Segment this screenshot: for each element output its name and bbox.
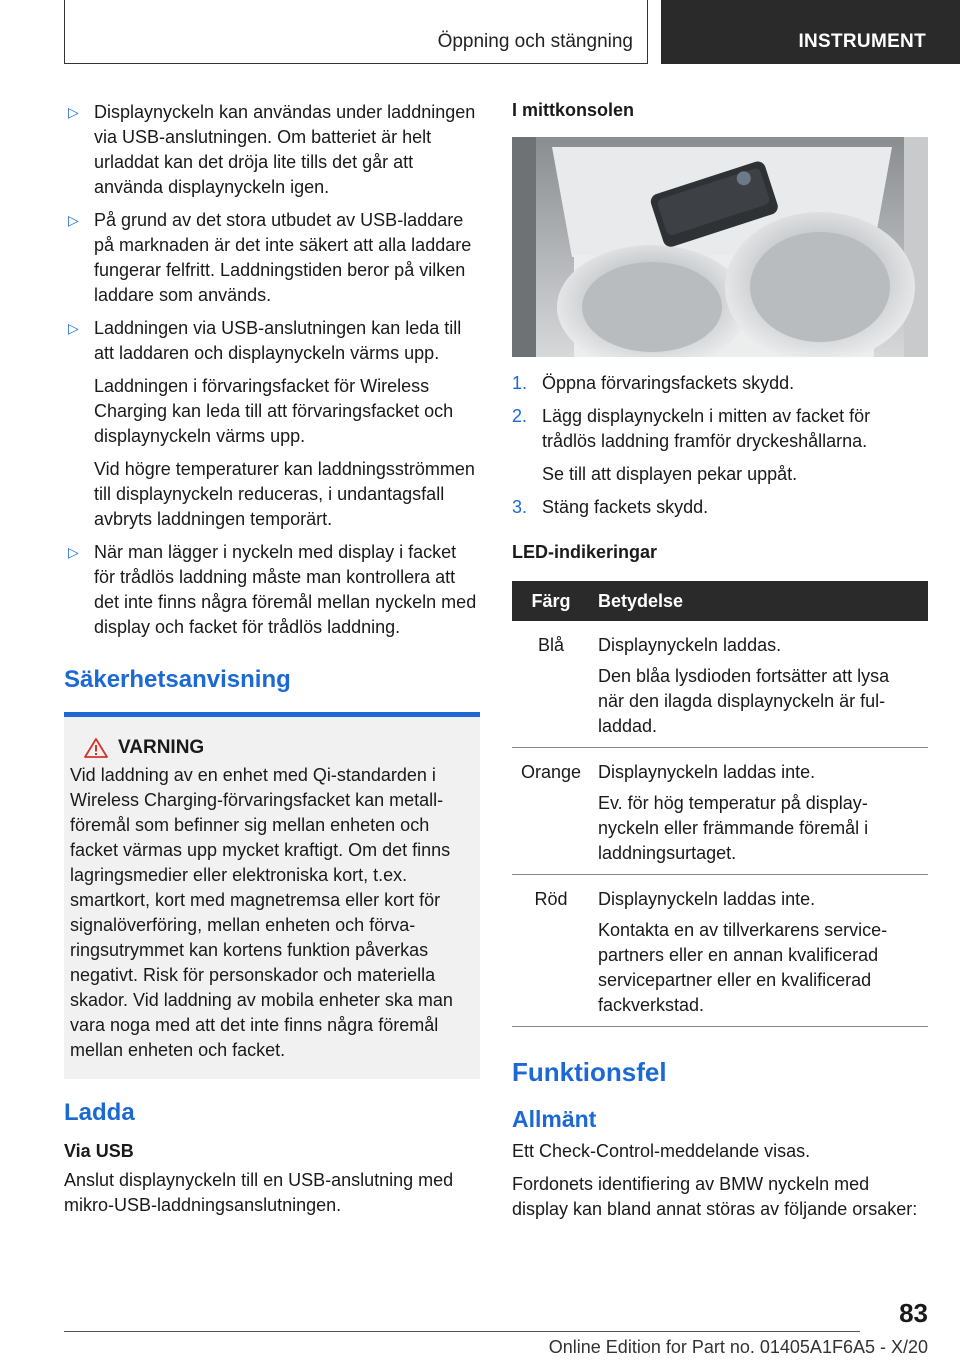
table-header-row [512, 581, 928, 621]
step-item: 1. Öppna förvaringsfackets skydd. [512, 373, 795, 393]
table-cell-color: Röd [512, 875, 590, 1027]
triangle-right-icon: ▷ [68, 104, 79, 120]
table-header-color: Färg [512, 581, 590, 621]
triangle-right-icon: ▷ [68, 320, 79, 336]
bullet-item: ▷ Displaynyckeln kan användas under laddningen via USB-anslutningen. Om batteriet är helt urladdat kan det dröja lite tills det går att använda displaynyckeln igen. [68, 102, 476, 197]
general-heading: Allmänt [512, 1106, 597, 1132]
warning-body: Vid laddning av en enhet med Qi-standarden i Wireless Charging-förvaringsfacket kan metallföremål som befinner sig mellan enheten och facket värmas upp mycket kraftigt. Om det finns lagringsmedier eller elektroniska kort, t.ex. smartkort, kort med magnetremsa eller kort för signalöverföring, mellan enheten och förvaringsutrymmet kan kortens funktion påverkas negativt. Risk för personskador och materiella skador. Vid laddning av mobila enheter ska man vara noga med att det inte finns några föremål mellan enheten och facket. [70, 765, 453, 1060]
safety-heading: Säkerhetsanvisning [64, 666, 291, 693]
right-column [512, 100, 928, 1230]
warning-triangle-icon [84, 738, 108, 758]
led-heading: LED-indikeringar [512, 542, 658, 562]
triangle-right-icon: ▷ [68, 212, 79, 228]
page-number: 83 [899, 1298, 928, 1328]
footer-divider [64, 1331, 860, 1332]
general-paragraph: Fordonets identifiering av BMW nyckeln med display kan bland annat störas av följande orsaker: [512, 1174, 918, 1219]
table-cell-color: Orange [512, 748, 590, 875]
warning-title: VARNING [84, 737, 474, 759]
bullet-item: ▷ Laddningen via USB-anslutningen kan leda till att laddaren och displaynyckeln värms upp. [68, 318, 462, 363]
table-row [512, 875, 928, 1027]
led-table [512, 581, 928, 1027]
console-heading: I mittkonsolen [512, 100, 635, 120]
bullet-subparagraph: Laddningen i förvaringsfacket för Wireless Charging kan leda till att förvaringsfacket och displaynyckeln värms upp. [94, 376, 454, 446]
left-column [64, 100, 480, 1226]
bullet-item: ▷ På grund av det stora utbudet av USB-laddare på marknaden är det inte säkert att alla laddare fungerar felfritt. Laddningstiden beror på vilken laddare som används. [68, 210, 472, 305]
usb-paragraph: Anslut displaynyckeln till en USB-anslutning med mikro-USB-laddningsanslutningen. [64, 1170, 454, 1215]
step-item: 3. Stäng fackets skydd. [512, 497, 709, 517]
step-subparagraph: Se till att displayen pekar uppåt. [542, 464, 798, 484]
table-cell-color: Blå [512, 621, 590, 748]
triangle-right-icon: ▷ [68, 544, 79, 560]
usb-heading: Via USB [64, 1141, 134, 1161]
table-row [512, 748, 928, 875]
bullet-subparagraph: Vid högre temperaturer kan laddningsströmmen till displaynyckeln reduceras, i undantagsfall avbryts laddningen temporärt. [94, 459, 475, 529]
table-cell-meaning: Displaynyckeln laddas inte. Kontakta en av tillverkarens servicepartners eller en annan kvalificerad servicepartner eller en kvalificerad fackverkstad. [590, 875, 928, 1027]
bullet-item: ▷ När man lägger i nyckeln med display i facket för trådlös laddning måste man kontrollera att det inte finns några föremål mellan nyckeln med display och facket för trådlös laddning. [68, 542, 477, 637]
table-header-meaning: Betydelse [590, 581, 928, 621]
table-cell-meaning: Displaynyckeln laddas inte. Ev. för hög temperatur på displaynyckeln eller främmande föremål i laddningsurtaget. [590, 748, 928, 875]
table-row [512, 621, 928, 748]
general-paragraph: Ett Check-Control-meddelande visas. [512, 1141, 811, 1161]
table-cell-meaning: Displaynyckeln laddas. Den blåa lysdioden fortsätter att lysa när den ilagda displaynyckeln är fulladdad. [590, 621, 928, 748]
footer-edition: Online Edition for Part no. 01405A1F6A5 - X/20 [548, 1337, 928, 1357]
running-header-chapter: INSTRUMENT [661, 0, 960, 64]
step-item: 2. Lägg displaynyckeln i mitten av facket för trådlös laddning framför dryckeshållarna. [512, 406, 871, 451]
malfunction-heading: Funktionsfel [512, 1057, 667, 1087]
center-console-photo [512, 137, 928, 357]
running-header-section: Öppning och stängning [64, 0, 648, 64]
warning-box [64, 712, 480, 1079]
charge-heading: Ladda [64, 1099, 135, 1126]
